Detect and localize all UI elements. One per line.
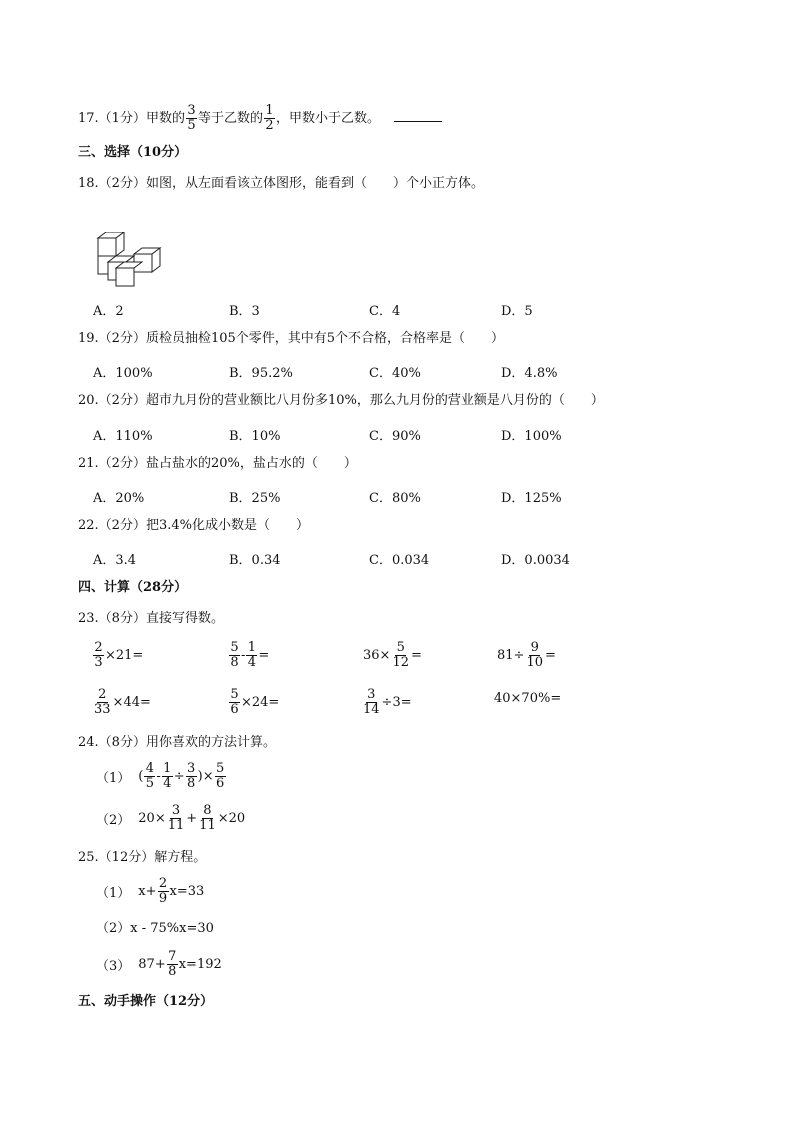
numerator: 3 — [187, 761, 196, 776]
denominator: 8 — [168, 964, 177, 979]
calc-expression-5 — [92, 688, 151, 717]
numerator: 3 — [171, 803, 181, 818]
numerator: 9 — [530, 640, 539, 655]
denominator: 4 — [163, 776, 172, 791]
denominator: 5 — [187, 118, 196, 133]
q19-option-b[interactable]: B．95.2% — [229, 366, 293, 381]
expression-prefix: 87+ — [138, 957, 166, 972]
calc-expression-4 — [497, 641, 556, 670]
fraction — [158, 877, 169, 906]
expression-rest: = — [410, 648, 422, 663]
numerator: 2 — [158, 876, 168, 891]
denominator: 6 — [230, 702, 239, 717]
fraction — [264, 104, 275, 133]
operator: + — [186, 811, 198, 826]
numerator: 3 — [187, 103, 196, 118]
expression-suffix: x=33 — [169, 884, 205, 899]
expression-rest: ÷3= — [381, 695, 412, 710]
expression-suffix: ×20 — [217, 811, 246, 826]
numerator: 4 — [145, 761, 154, 776]
q25-part-2: （2）x - 75%x=30 — [96, 921, 214, 936]
operator: - — [241, 648, 246, 663]
denominator: 2 — [265, 118, 274, 133]
fraction — [229, 641, 240, 670]
fraction — [186, 104, 197, 133]
q17-mid: 等于乙数的 — [197, 111, 263, 126]
numerator: 5 — [230, 687, 239, 702]
q22-option-a[interactable]: A．3.4 — [93, 553, 137, 568]
operator: ÷ — [173, 769, 185, 784]
paren-open: ( — [138, 769, 144, 784]
q25-part-1 — [96, 877, 204, 906]
q22-option-d[interactable]: D．0.0034 — [501, 553, 570, 568]
section-5-heading: 五、动手操作（12分） — [78, 994, 214, 1009]
expression-prefix: x+ — [138, 884, 157, 899]
cube-stack-figure — [94, 232, 166, 290]
q22-option-c[interactable]: C．0.034 — [369, 553, 430, 568]
expression-rest: = — [258, 648, 270, 663]
q19-option-c[interactable]: C．40% — [369, 366, 421, 381]
numerator: 1 — [247, 640, 257, 655]
numerator: 5 — [396, 640, 405, 655]
q24-part-1 — [96, 762, 227, 791]
denominator: 4 — [247, 655, 257, 670]
numerator: 7 — [168, 949, 177, 964]
denominator: 9 — [158, 891, 168, 906]
expression-prefix: 36× — [363, 648, 391, 663]
fraction — [186, 762, 197, 791]
q17-suffix: ，甲数小于乙数。 — [275, 111, 380, 126]
fraction — [391, 641, 410, 670]
question-20: 20.（2分）超市九月份的营业额比八月份多10%，那么九月份的营业额是八月份的（ ） — [78, 393, 604, 408]
q20-option-b[interactable]: B．10% — [229, 429, 281, 444]
calc-expression-7 — [361, 688, 412, 717]
fraction — [525, 641, 544, 670]
answer-blank[interactable] — [394, 109, 442, 122]
calc-expression-6 — [228, 688, 279, 717]
q24-part-2 — [96, 804, 245, 833]
expression-rest: ×24= — [241, 695, 280, 710]
fraction — [198, 804, 217, 833]
q21-option-b[interactable]: B．25% — [229, 491, 281, 506]
denominator: 8 — [230, 655, 239, 670]
q18-option-b[interactable]: B．3 — [229, 304, 260, 319]
fraction — [144, 762, 155, 791]
q21-option-c[interactable]: C．80% — [369, 491, 421, 506]
fraction — [215, 762, 226, 791]
question-23: 23.（8分）直接写得数。 — [78, 611, 224, 626]
fraction — [362, 688, 381, 717]
part-label: （3） — [96, 959, 131, 974]
fraction — [229, 688, 240, 717]
operator: - — [156, 769, 161, 784]
denominator: 11 — [199, 818, 216, 833]
q21-option-a[interactable]: A．20% — [93, 491, 145, 506]
numerator: 1 — [265, 103, 274, 118]
question-22: 22.（2分）把3.4%化成小数是（ ） — [78, 518, 309, 533]
denominator: 3 — [94, 655, 103, 670]
question-25: 25.（12分）解方程。 — [78, 850, 207, 865]
denominator: 6 — [216, 776, 225, 791]
numerator: 8 — [203, 803, 212, 818]
question-17 — [78, 104, 442, 133]
q20-option-d[interactable]: D．100% — [501, 429, 562, 444]
calc-expression-2 — [228, 641, 269, 670]
calc-expression-8: 40×70%= — [494, 691, 562, 706]
q19-option-d[interactable]: D．4.8% — [501, 366, 558, 381]
expression-rest: = — [544, 648, 556, 663]
question-21: 21.（2分）盐占盐水的20%，盐占水的（ ） — [78, 456, 357, 471]
denominator: 10 — [526, 655, 543, 670]
q19-option-a[interactable]: A．100% — [93, 366, 153, 381]
calc-expression-3 — [363, 641, 422, 670]
q18-option-d[interactable]: D．5 — [501, 304, 533, 319]
numerator: 5 — [216, 761, 225, 776]
expression-suffix: x=192 — [178, 957, 222, 972]
paren-close: )× — [197, 769, 214, 784]
fraction — [93, 688, 112, 717]
numerator: 1 — [163, 761, 172, 776]
numerator: 5 — [230, 640, 239, 655]
denominator: 11 — [167, 818, 185, 833]
numerator: 3 — [367, 687, 376, 702]
denominator: 12 — [392, 655, 409, 670]
fraction — [167, 804, 186, 833]
numerator: 2 — [94, 640, 103, 655]
denominator: 33 — [94, 702, 111, 717]
part-label: （1） — [96, 886, 131, 901]
expression-rest: ×21= — [105, 648, 144, 663]
expression-rest: ×44= — [112, 695, 151, 710]
part-label: （1） — [96, 771, 131, 786]
fraction — [93, 641, 104, 670]
fraction — [246, 641, 257, 670]
question-19: 19.（2分）质检员抽检105个零件，其中有5个不合格，合格率是（ ） — [78, 331, 505, 346]
denominator: 5 — [145, 776, 154, 791]
denominator: 8 — [187, 776, 196, 791]
q20-option-c[interactable]: C．90% — [369, 429, 421, 444]
numerator: 2 — [98, 687, 107, 702]
q17-prefix: 17.（1分）甲数的 — [78, 111, 185, 126]
question-24: 24.（8分）用你喜欢的方法计算。 — [78, 735, 276, 750]
q21-option-d[interactable]: D．125% — [501, 491, 562, 506]
q22-option-b[interactable]: B．0.34 — [229, 553, 281, 568]
expression-prefix: 20× — [138, 811, 166, 826]
part-label: （2） — [96, 813, 131, 828]
section-3-heading: 三、选择（10分） — [78, 145, 188, 160]
expression-prefix: 81÷ — [497, 648, 525, 663]
q25-part-3 — [96, 950, 222, 979]
q18-option-c[interactable]: C．4 — [369, 304, 401, 319]
fraction — [167, 950, 178, 979]
fraction — [162, 762, 173, 791]
question-18: 18.（2分）如图，从左面看该立体图形，能看到（ ）个小正方体。 — [78, 176, 484, 191]
q20-option-a[interactable]: A．110% — [93, 429, 153, 444]
section-4-heading: 四、计算（28分） — [78, 580, 188, 595]
denominator: 14 — [363, 702, 380, 717]
q18-option-a[interactable]: A．2 — [93, 304, 124, 319]
calc-expression-1 — [92, 641, 143, 670]
